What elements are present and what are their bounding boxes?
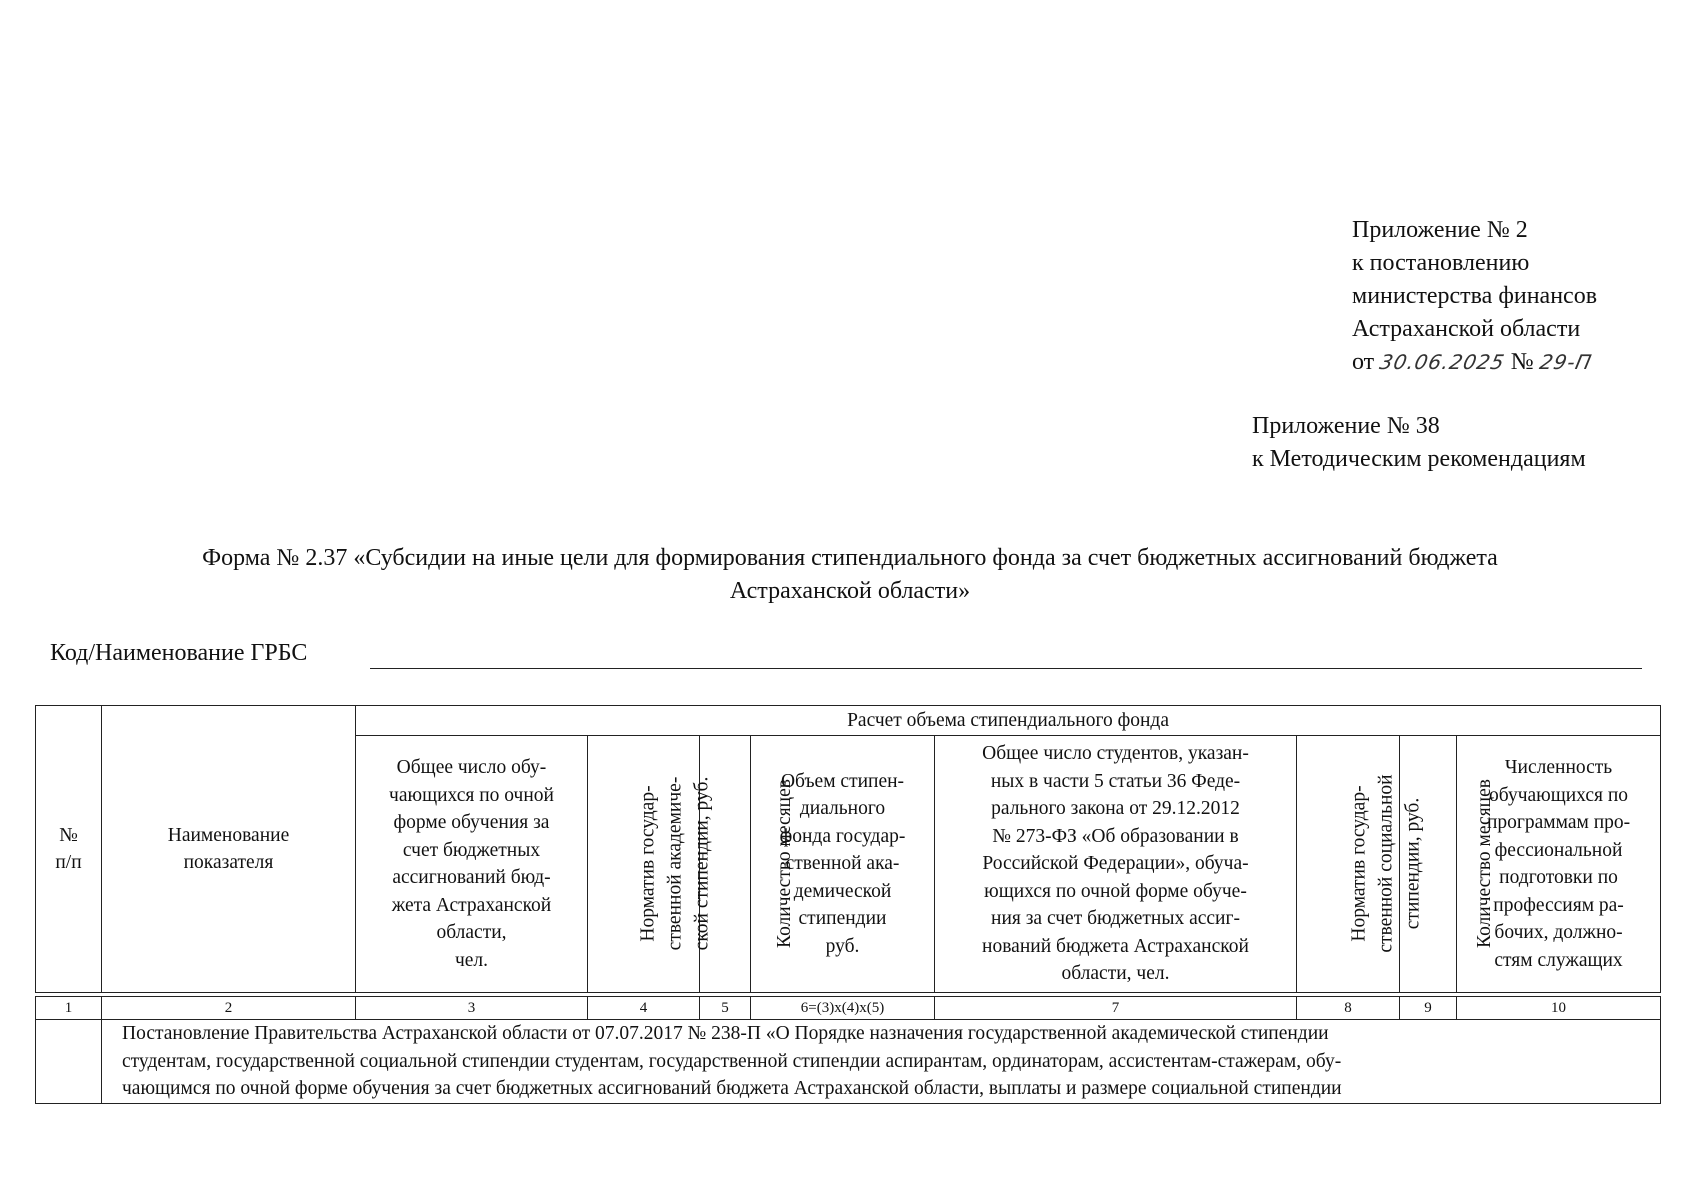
col-name-header [102, 706, 356, 993]
col3-l5: ассигнований бюд- [392, 867, 551, 888]
col10-l7: бочих, должно- [1494, 922, 1623, 943]
col3-header [356, 736, 588, 993]
description-no-cell [36, 1020, 102, 1104]
numbering-table [35, 996, 1661, 1104]
col7-l4: № 273-ФЗ «Об образовании в [992, 825, 1239, 847]
col4-header [588, 736, 713, 993]
col7-l5: Российской Федерации», обуча- [982, 853, 1249, 875]
colnum-5: 5 [700, 997, 751, 1020]
appendix-2-line2: к постановлению [1352, 250, 1530, 276]
appendix-38-line2: к Методическим рекомендациям [1252, 446, 1586, 472]
form-title [40, 542, 1660, 608]
col4-l1: Норматив государ- [637, 785, 659, 942]
col3-l8: чел. [454, 949, 489, 971]
col8-l2: ственной социальной [1375, 774, 1397, 953]
handwritten-number: 29-П [1537, 350, 1594, 374]
col7-l9: области, чел. [1061, 963, 1170, 985]
col10-l3: программам про- [1486, 812, 1631, 833]
appendix-2-date-line [1352, 346, 1597, 379]
col10-l4: фессиональной [1494, 839, 1623, 861]
col3-l4: счет бюджетных [402, 839, 541, 861]
col3-l1: Общее число обу- [396, 757, 547, 778]
col8-header [1297, 736, 1424, 993]
col10-l6: профессиям ра- [1493, 894, 1624, 916]
description-row [36, 1020, 1661, 1104]
form-title-line2: Астраханской области» [729, 578, 971, 604]
col5-l1: Количество месяцев [773, 779, 795, 949]
handwritten-date: 30.06.2025 [1377, 350, 1508, 374]
col4-l3: ской стипендии, руб. [691, 776, 713, 951]
col3-l2: чающихся по очной [389, 784, 554, 806]
col6-l7: руб. [825, 935, 860, 957]
colnum-8: 8 [1297, 997, 1400, 1020]
grbs-fill-line [370, 668, 1642, 669]
col9-l1: Количество месяцев [1473, 779, 1495, 949]
col10-l1: Численность [1504, 757, 1613, 778]
header-table [35, 705, 1661, 993]
appendix-2-header [1352, 214, 1597, 379]
grbs-label: Код/Наименование ГРБС [50, 640, 308, 666]
col10-l8: стям служащих [1494, 949, 1623, 971]
col-name-line2: показателя [183, 852, 274, 873]
colnum-1: 1 [36, 997, 102, 1020]
col6-l6: стипендии [798, 908, 887, 930]
col7-l7: ния за счет бюджетных ассиг- [991, 908, 1240, 930]
col6-l4: ственной ака- [785, 853, 900, 875]
col-no-line1: № [59, 824, 78, 846]
col9-rotated [1471, 779, 1498, 948]
col10-l5: подготовки по [1499, 867, 1618, 888]
colnum-10: 10 [1457, 997, 1661, 1020]
colnum-2: 2 [102, 997, 356, 1020]
col7-l8: нований бюджета Астраханской [982, 935, 1249, 957]
colnum-9: 9 [1400, 997, 1457, 1020]
col4-l2: ственной академиче- [664, 776, 686, 951]
col-no-line2: п/п [55, 852, 82, 873]
appendix-38-title: Приложение № 38 [1252, 413, 1440, 439]
colnum-7: 7 [935, 997, 1297, 1020]
col-no-header [36, 706, 102, 993]
col3-l3: форме обучения за [393, 812, 550, 833]
appendix-2-line4: Астраханской области [1352, 316, 1581, 342]
col3-l7: области, [436, 922, 507, 943]
col7-l6: ющихся по очной форме обуче- [984, 880, 1247, 902]
from-label: от [1352, 349, 1375, 375]
col6-l3: фонда государ- [779, 825, 906, 847]
col-name-line1: Наименование [167, 824, 290, 846]
group-header: Расчет объема стипендиального фонда [356, 706, 1661, 736]
colnum-4: 4 [588, 997, 700, 1020]
column-number-row [36, 997, 1661, 1020]
col4-rotated [634, 777, 715, 951]
col6-l1: Объем стипен- [780, 770, 905, 792]
col10-l2: обучающихся по [1489, 784, 1629, 806]
col3-l6: жета Астраханской [391, 894, 552, 916]
col5-rotated [771, 779, 798, 948]
description-line2: студентам, государственной социальной стипендии студентам, государственной стипендии аспирантам, ординаторам, ассистентам-стажерам, обу- [122, 1050, 1342, 1072]
col7-header [935, 736, 1297, 993]
description-cell [102, 1020, 1661, 1104]
number-sign: № [1510, 349, 1534, 375]
col8-l3: стипендии, руб. [1402, 798, 1424, 930]
col6-l5: демической [793, 880, 892, 902]
description-line1: Постановление Правительства Астраханской области от 07.07.2017 № 238-П «О Порядке назначения государственной академической стипендии [122, 1023, 1329, 1044]
col7-l2: ных в части 5 статьи 36 Феде- [990, 770, 1241, 792]
col6-l2: диального [799, 798, 886, 820]
col8-l1: Норматив государ- [1348, 785, 1370, 942]
appendix-38-header [1252, 410, 1586, 476]
col7-l3: рального закона от 29.12.2012 [991, 798, 1240, 820]
description-line3: чающимся по очной форме обучения за счет бюджетных ассигнований бюджета Астраханской области, выплаты и размере социальной стипендии [122, 1078, 1342, 1099]
appendix-2-title: Приложение № 2 [1352, 217, 1528, 243]
col7-l1: Общее число студентов, указан- [982, 743, 1249, 765]
appendix-2-line3: министерства финансов [1352, 283, 1598, 309]
form-title-line1: Форма № 2.37 «Субсидии на иные цели для формирования стипендиального фонда за счет бюджетных ассигнований бюджета [202, 545, 1498, 571]
col8-rotated [1346, 775, 1427, 953]
colnum-3: 3 [356, 997, 588, 1020]
colnum-6: 6=(3)x(4)x(5) [751, 997, 935, 1020]
